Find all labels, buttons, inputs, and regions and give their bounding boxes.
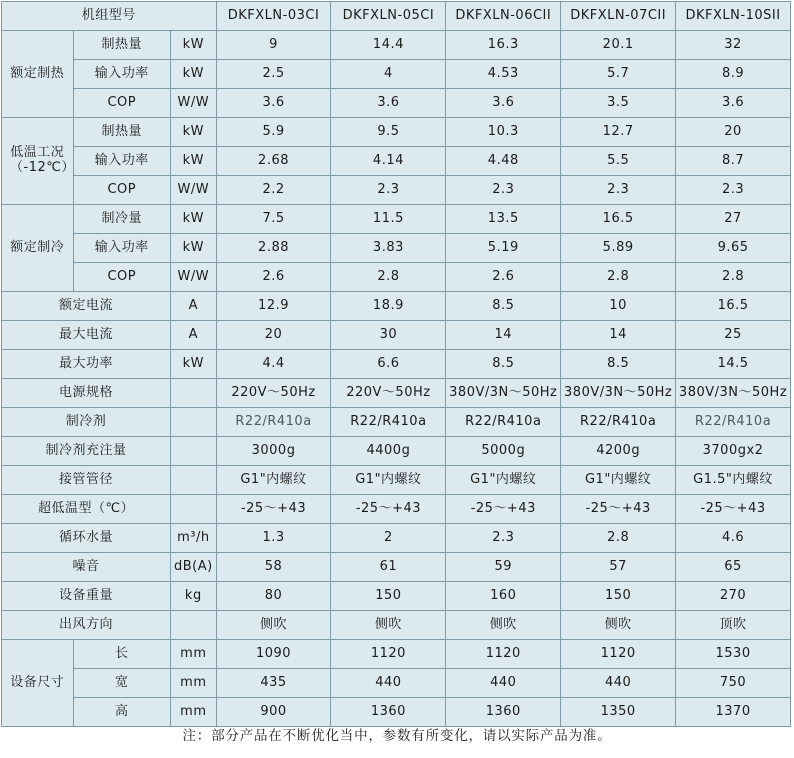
cell-value: 3000g	[216, 437, 331, 466]
cell-value: 440	[561, 669, 676, 698]
row-unit: A	[171, 292, 217, 321]
cell-value: 80	[216, 582, 331, 611]
cell-value: 3.6	[676, 89, 791, 118]
cell-value: 2.68	[216, 147, 331, 176]
table-row	[2, 379, 791, 408]
cell-value: 435	[216, 669, 331, 698]
cell-value: 20	[676, 118, 791, 147]
cell-value: 2.3	[446, 176, 561, 205]
table-row	[2, 408, 791, 437]
row-label: 电源规格	[2, 379, 171, 408]
group-label-rated-cooling: 额定制冷	[2, 205, 74, 292]
spec-sheet	[0, 1, 794, 758]
cell-value: 160	[446, 582, 561, 611]
cell-value: 380V/3N～50Hz	[446, 379, 561, 408]
cell-value: 2	[331, 524, 446, 553]
row-unit: kW	[171, 118, 217, 147]
table-row	[2, 89, 791, 118]
cell-value: 10	[561, 292, 676, 321]
cell-value: 9.5	[331, 118, 446, 147]
row-label: 出风方向	[2, 611, 171, 640]
table-row	[2, 350, 791, 379]
group-label-low-temp-line2: （-12℃）	[10, 160, 75, 175]
cell-value: 57	[561, 553, 676, 582]
row-label: 宽	[73, 669, 171, 698]
model-header-3: DKFXLN-06CII	[446, 2, 561, 31]
cell-value: -25～+43	[446, 495, 561, 524]
cell-value: 7.5	[216, 205, 331, 234]
row-unit: kW	[171, 31, 217, 60]
cell-value: 4.6	[676, 524, 791, 553]
table-row	[2, 611, 791, 640]
cell-value: 2.3	[561, 176, 676, 205]
cell-value: 1530	[676, 640, 791, 669]
cell-value: 1360	[446, 698, 561, 727]
table-header-row	[2, 2, 791, 31]
cell-value: 4.14	[331, 147, 446, 176]
cell-value: 4400g	[331, 437, 446, 466]
row-label: 最大功率	[2, 350, 171, 379]
table-row	[2, 321, 791, 350]
cell-value: 150	[561, 582, 676, 611]
row-unit	[171, 379, 217, 408]
cell-value: 5.19	[446, 234, 561, 263]
cell-value: R22/R410a	[331, 408, 446, 437]
cell-value: 8.7	[676, 147, 791, 176]
cell-value: 1120	[561, 640, 676, 669]
cell-value: 4200g	[561, 437, 676, 466]
table-row	[2, 234, 791, 263]
cell-value: 1120	[446, 640, 561, 669]
cell-value: 10.3	[446, 118, 561, 147]
cell-value: 侧吹	[331, 611, 446, 640]
cell-value: R22/R410a	[561, 408, 676, 437]
cell-value: 25	[676, 321, 791, 350]
cell-value: 14.5	[676, 350, 791, 379]
cell-value: 20	[216, 321, 331, 350]
row-label: 噪音	[2, 553, 171, 582]
cell-value: 270	[676, 582, 791, 611]
row-label: 额定电流	[2, 292, 171, 321]
cell-value: G1"内螺纹	[331, 466, 446, 495]
model-header-4: DKFXLN-07CII	[561, 2, 676, 31]
table-row	[2, 698, 791, 727]
cell-value: 3.6	[331, 89, 446, 118]
cell-value: G1.5"内螺纹	[676, 466, 791, 495]
cell-value: 侧吹	[561, 611, 676, 640]
row-label: 输入功率	[73, 234, 171, 263]
cell-value: 58	[216, 553, 331, 582]
row-unit	[171, 495, 217, 524]
cell-value: 20.1	[561, 31, 676, 60]
cell-value: 4.4	[216, 350, 331, 379]
group-label-dimensions: 设备尺寸	[2, 640, 74, 727]
cell-value: 5.5	[561, 147, 676, 176]
cell-value: 14.4	[331, 31, 446, 60]
cell-value: 5.89	[561, 234, 676, 263]
cell-value: 12.9	[216, 292, 331, 321]
model-header-2: DKFXLN-05CI	[331, 2, 446, 31]
cell-value: G1"内螺纹	[216, 466, 331, 495]
cell-value: 440	[446, 669, 561, 698]
cell-value: 侧吹	[216, 611, 331, 640]
group-label-low-temp	[2, 118, 74, 205]
row-unit: kW	[171, 60, 217, 89]
cell-value: 2.88	[216, 234, 331, 263]
row-unit: W/W	[171, 176, 217, 205]
row-unit	[171, 466, 217, 495]
cell-value: -25～+43	[561, 495, 676, 524]
row-label: 制冷量	[73, 205, 171, 234]
row-unit: A	[171, 321, 217, 350]
cell-value: 1.3	[216, 524, 331, 553]
cell-value: 380V/3N～50Hz	[561, 379, 676, 408]
cell-value: 18.9	[331, 292, 446, 321]
table-row	[2, 60, 791, 89]
row-label: 输入功率	[73, 147, 171, 176]
cell-value: 2.6	[446, 263, 561, 292]
cell-value: 6.6	[331, 350, 446, 379]
cell-value: 27	[676, 205, 791, 234]
row-unit: dB(A)	[171, 553, 217, 582]
cell-value: 380V/3N～50Hz	[676, 379, 791, 408]
row-label: 长	[73, 640, 171, 669]
row-unit: kW	[171, 350, 217, 379]
cell-value: 9.65	[676, 234, 791, 263]
cell-value: G1"内螺纹	[446, 466, 561, 495]
row-unit: mm	[171, 640, 217, 669]
cell-value: 2.2	[216, 176, 331, 205]
cell-value: 16.5	[561, 205, 676, 234]
row-label: 超低温型（℃）	[2, 495, 171, 524]
row-label: 接管管径	[2, 466, 171, 495]
table-row	[2, 205, 791, 234]
cell-value: 750	[676, 669, 791, 698]
cell-value: 2.3	[676, 176, 791, 205]
cell-value: 侧吹	[446, 611, 561, 640]
row-label: 制热量	[73, 31, 171, 60]
cell-value: 1360	[331, 698, 446, 727]
cell-value: 61	[331, 553, 446, 582]
cell-value: 1370	[676, 698, 791, 727]
cell-value: 11.5	[331, 205, 446, 234]
cell-value: 8.5	[446, 350, 561, 379]
cell-value: -25～+43	[331, 495, 446, 524]
row-unit: kg	[171, 582, 217, 611]
cell-value: 16.5	[676, 292, 791, 321]
row-unit	[171, 437, 217, 466]
cell-value: 14	[561, 321, 676, 350]
cell-value: 9	[216, 31, 331, 60]
cell-value: R22/R410a	[216, 408, 331, 437]
cell-value: 4	[331, 60, 446, 89]
table-row	[2, 669, 791, 698]
table-row	[2, 524, 791, 553]
group-label-low-temp-line1: 低温工况	[10, 145, 65, 161]
table-row	[2, 466, 791, 495]
cell-value: 59	[446, 553, 561, 582]
row-label: COP	[73, 263, 171, 292]
table-row	[2, 495, 791, 524]
row-unit	[171, 408, 217, 437]
cell-value: 3.6	[216, 89, 331, 118]
row-unit: mm	[171, 698, 217, 727]
table-row	[2, 640, 791, 669]
row-label: 循环水量	[2, 524, 171, 553]
model-header-1: DKFXLN-03CI	[216, 2, 331, 31]
cell-value: 2.8	[331, 263, 446, 292]
specification-table	[1, 1, 791, 727]
cell-value: 3700gx2	[676, 437, 791, 466]
cell-value: 顶吹	[676, 611, 791, 640]
header-title: 机组型号	[2, 2, 217, 31]
cell-value: 8.5	[446, 292, 561, 321]
row-unit: W/W	[171, 263, 217, 292]
cell-value: -25～+43	[216, 495, 331, 524]
row-label: 制冷剂	[2, 408, 171, 437]
cell-value: 2.6	[216, 263, 331, 292]
cell-value: 440	[331, 669, 446, 698]
cell-value: 5.7	[561, 60, 676, 89]
table-row	[2, 31, 791, 60]
model-header-5: DKFXLN-10SII	[676, 2, 791, 31]
cell-value: -25～+43	[676, 495, 791, 524]
row-label: 制热量	[73, 118, 171, 147]
cell-value: 2.3	[331, 176, 446, 205]
cell-value: 220V～50Hz	[216, 379, 331, 408]
cell-value: 2.3	[446, 524, 561, 553]
cell-value: 3.83	[331, 234, 446, 263]
row-unit: mm	[171, 669, 217, 698]
cell-value: 5000g	[446, 437, 561, 466]
cell-value: 900	[216, 698, 331, 727]
cell-value: 220V～50Hz	[331, 379, 446, 408]
group-label-rated-heating: 额定制热	[2, 31, 74, 118]
table-row	[2, 553, 791, 582]
cell-value: R22/R410a	[446, 408, 561, 437]
table-row	[2, 437, 791, 466]
cell-value: 16.3	[446, 31, 561, 60]
row-unit: kW	[171, 234, 217, 263]
table-row	[2, 118, 791, 147]
cell-value: 1350	[561, 698, 676, 727]
row-label: COP	[73, 176, 171, 205]
cell-value: 5.9	[216, 118, 331, 147]
table-row	[2, 147, 791, 176]
table-row	[2, 582, 791, 611]
row-label: 最大电流	[2, 321, 171, 350]
cell-value: 8.9	[676, 60, 791, 89]
table-row	[2, 263, 791, 292]
row-unit: W/W	[171, 89, 217, 118]
cell-value: 150	[331, 582, 446, 611]
row-unit: m³/h	[171, 524, 217, 553]
row-unit: kW	[171, 205, 217, 234]
footnote: 注：部分产品在不断优化当中，参数有所变化，请以实际产品为准。	[182, 728, 612, 744]
cell-value: 65	[676, 553, 791, 582]
cell-value: 3.5	[561, 89, 676, 118]
cell-value: R22/R410a	[676, 408, 791, 437]
cell-value: 1120	[331, 640, 446, 669]
cell-value: 4.48	[446, 147, 561, 176]
cell-value: 4.53	[446, 60, 561, 89]
row-label: 输入功率	[73, 60, 171, 89]
row-unit	[171, 611, 217, 640]
cell-value: 14	[446, 321, 561, 350]
cell-value: 32	[676, 31, 791, 60]
row-label: 高	[73, 698, 171, 727]
cell-value: 2.5	[216, 60, 331, 89]
table-row	[2, 176, 791, 205]
cell-value: G1"内螺纹	[561, 466, 676, 495]
cell-value: 8.5	[561, 350, 676, 379]
cell-value: 2.8	[676, 263, 791, 292]
cell-value: 13.5	[446, 205, 561, 234]
cell-value: 2.8	[561, 263, 676, 292]
row-label: COP	[73, 89, 171, 118]
cell-value: 1090	[216, 640, 331, 669]
cell-value: 12.7	[561, 118, 676, 147]
cell-value: 3.6	[446, 89, 561, 118]
row-label: 制冷剂充注量	[2, 437, 171, 466]
row-unit: kW	[171, 147, 217, 176]
table-row	[2, 292, 791, 321]
row-label: 设备重量	[2, 582, 171, 611]
cell-value: 30	[331, 321, 446, 350]
cell-value: 2.8	[561, 524, 676, 553]
